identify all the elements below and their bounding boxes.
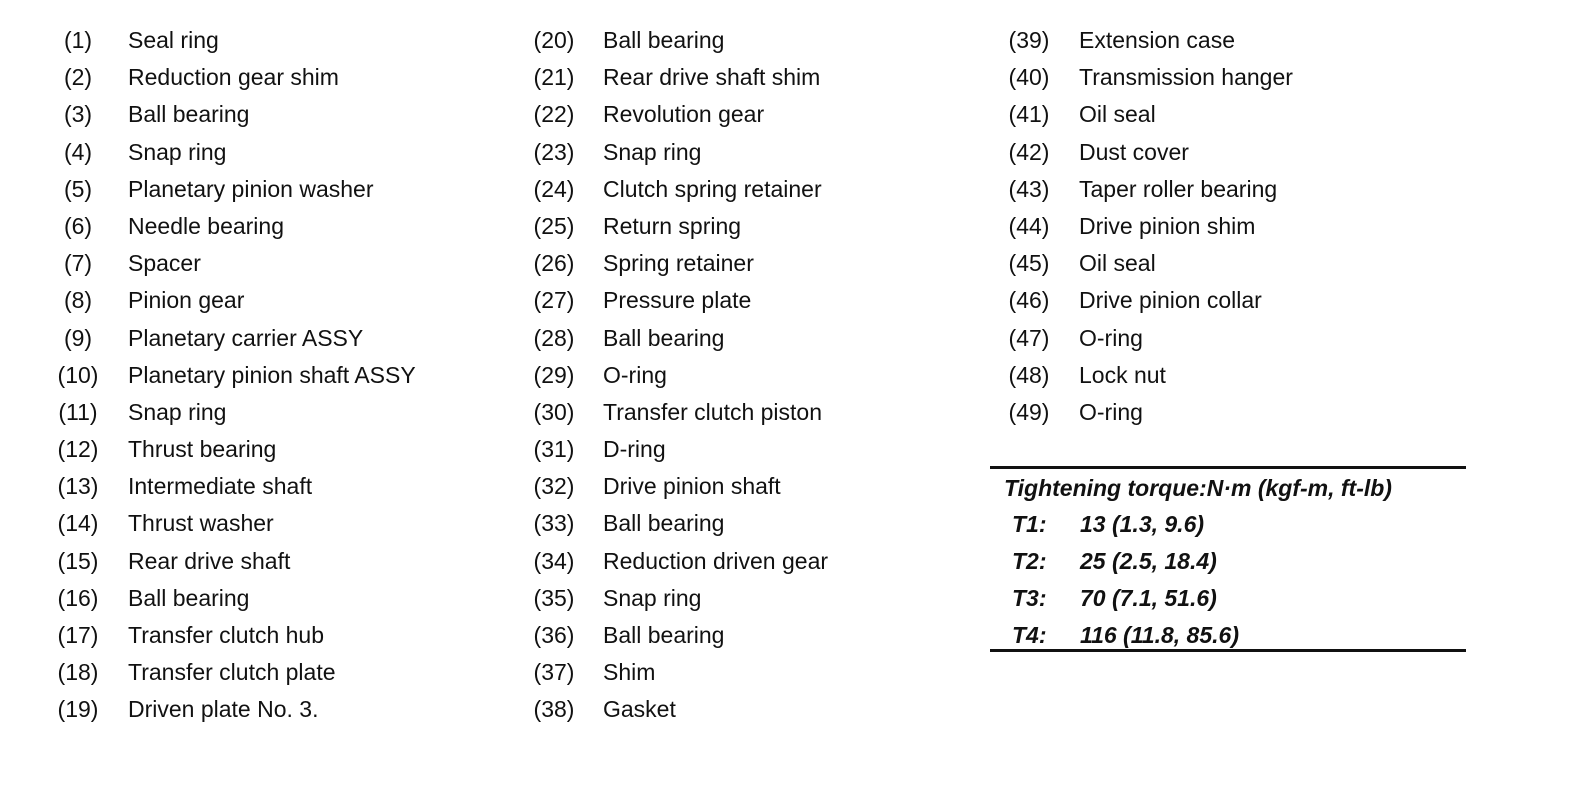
- part-name: O-ring: [1079, 324, 1143, 351]
- part-number: (40): [1008, 64, 1050, 91]
- part-number: (13): [57, 473, 99, 500]
- part-number: (14): [57, 510, 99, 537]
- part-number: (4): [63, 138, 93, 165]
- part-name: D-ring: [603, 436, 666, 463]
- part-name: Ball bearing: [128, 101, 250, 128]
- torque-title: Tightening torque:N·m (kgf-m, ft-lb): [1004, 475, 1392, 501]
- part-name: Planetary carrier ASSY: [128, 324, 364, 351]
- torque-value: 70 (7.1, 51.6): [1080, 585, 1217, 611]
- part-number: (19): [57, 696, 99, 723]
- part-name: Spring retainer: [603, 250, 754, 277]
- part-number: (49): [1008, 398, 1050, 425]
- part-number: (33): [533, 510, 575, 537]
- part-number: (47): [1008, 324, 1050, 351]
- torque-label: T3:: [1012, 585, 1047, 611]
- part-number: (2): [63, 64, 93, 91]
- part-number: (36): [533, 622, 575, 648]
- part-number: (46): [1008, 287, 1050, 314]
- torque-label: T2:: [1012, 548, 1047, 574]
- part-name: Drive pinion collar: [1079, 287, 1262, 314]
- part-name: Clutch spring retainer: [603, 175, 822, 202]
- part-number: (24): [533, 175, 575, 202]
- part-name: Rear drive shaft shim: [603, 64, 821, 91]
- part-number: (41): [1008, 101, 1050, 128]
- part-name: Drive pinion shaft: [603, 473, 781, 500]
- part-number: (15): [57, 547, 99, 574]
- part-name: Intermediate shaft: [128, 473, 313, 500]
- part-name: Snap ring: [603, 584, 702, 611]
- part-name: Ball bearing: [603, 324, 725, 351]
- part-name: Oil seal: [1079, 250, 1156, 277]
- part-name: Spacer: [128, 250, 201, 277]
- part-name: Rear drive shaft: [128, 547, 291, 574]
- part-number: (7): [63, 250, 93, 277]
- part-name: Ball bearing: [128, 584, 250, 611]
- part-number: (3): [63, 101, 93, 128]
- part-name: Driven plate No. 3.: [128, 696, 319, 723]
- part-name: Return spring: [603, 212, 742, 239]
- part-name: Lock nut: [1079, 361, 1166, 388]
- part-number: (8): [63, 287, 93, 314]
- part-number: (5): [63, 175, 93, 202]
- part-name: Gasket: [603, 696, 676, 723]
- part-name: Seal ring: [128, 27, 219, 53]
- torque-value: 25 (2.5, 18.4): [1080, 548, 1217, 574]
- part-number: (42): [1008, 138, 1050, 165]
- part-number: (34): [533, 547, 575, 574]
- part-name: Planetary pinion shaft ASSY: [128, 361, 416, 388]
- part-number: (31): [533, 436, 575, 463]
- part-name: O-ring: [1079, 398, 1143, 425]
- part-number: (28): [533, 324, 575, 351]
- part-number: (30): [533, 398, 575, 425]
- part-number: (21): [533, 64, 575, 91]
- part-name: Ball bearing: [603, 27, 725, 53]
- torque-label: T1:: [1012, 511, 1047, 537]
- part-name: Oil seal: [1079, 101, 1156, 128]
- part-name: Snap ring: [128, 398, 227, 425]
- part-name: Snap ring: [603, 138, 702, 165]
- part-number: (17): [57, 622, 99, 648]
- part-name: Transfer clutch piston: [603, 398, 823, 425]
- part-name: Extension case: [1079, 27, 1235, 53]
- part-number: (10): [57, 361, 99, 388]
- part-name: Dust cover: [1079, 138, 1189, 165]
- part-number: (1): [63, 27, 93, 53]
- part-name: O-ring: [603, 361, 667, 388]
- part-name: Revolution gear: [603, 101, 765, 128]
- part-number: (12): [57, 436, 99, 463]
- part-number: (48): [1008, 361, 1050, 388]
- part-number: (6): [63, 212, 93, 239]
- part-number: (37): [533, 659, 575, 686]
- part-name: Transfer clutch plate: [128, 659, 336, 686]
- part-number: (11): [58, 398, 98, 425]
- part-name: Ball bearing: [603, 622, 725, 648]
- part-number: (26): [533, 250, 575, 277]
- torque-value: 13 (1.3, 9.6): [1080, 511, 1205, 537]
- torque-value: 116 (11.8, 85.6): [1080, 622, 1239, 648]
- part-number: (39): [1008, 27, 1050, 53]
- tightening-torque-table: [990, 466, 1466, 652]
- part-name: Planetary pinion washer: [128, 175, 374, 202]
- part-name: Snap ring: [128, 138, 227, 165]
- part-number: (23): [533, 138, 575, 165]
- part-name: Taper roller bearing: [1079, 175, 1278, 202]
- part-name: Pressure plate: [603, 287, 752, 314]
- part-number: (35): [533, 584, 575, 611]
- part-number: (32): [533, 473, 575, 500]
- part-name: Transmission hanger: [1079, 64, 1293, 91]
- part-number: (43): [1008, 175, 1050, 202]
- part-number: (16): [57, 584, 99, 611]
- part-number: (45): [1008, 250, 1050, 277]
- part-number: (25): [533, 212, 575, 239]
- part-name: Transfer clutch hub: [128, 622, 325, 648]
- part-number: (9): [63, 324, 93, 351]
- part-name: Thrust washer: [128, 510, 274, 537]
- torque-label: T4:: [1012, 622, 1047, 648]
- part-name: Reduction gear shim: [128, 64, 339, 91]
- part-number: (29): [533, 361, 575, 388]
- part-number: (27): [533, 287, 575, 314]
- part-name: Drive pinion shim: [1079, 212, 1256, 239]
- part-name: Reduction driven gear: [603, 547, 829, 574]
- part-name: Needle bearing: [128, 212, 285, 239]
- part-number: (38): [533, 696, 575, 723]
- part-name: Shim: [603, 659, 656, 686]
- part-name: Ball bearing: [603, 510, 725, 537]
- part-name: Thrust bearing: [128, 436, 277, 463]
- part-number: (44): [1008, 212, 1050, 239]
- part-number: (18): [57, 659, 99, 686]
- part-number: (22): [533, 101, 575, 128]
- part-number: (20): [533, 27, 575, 53]
- part-name: Pinion gear: [128, 287, 245, 314]
